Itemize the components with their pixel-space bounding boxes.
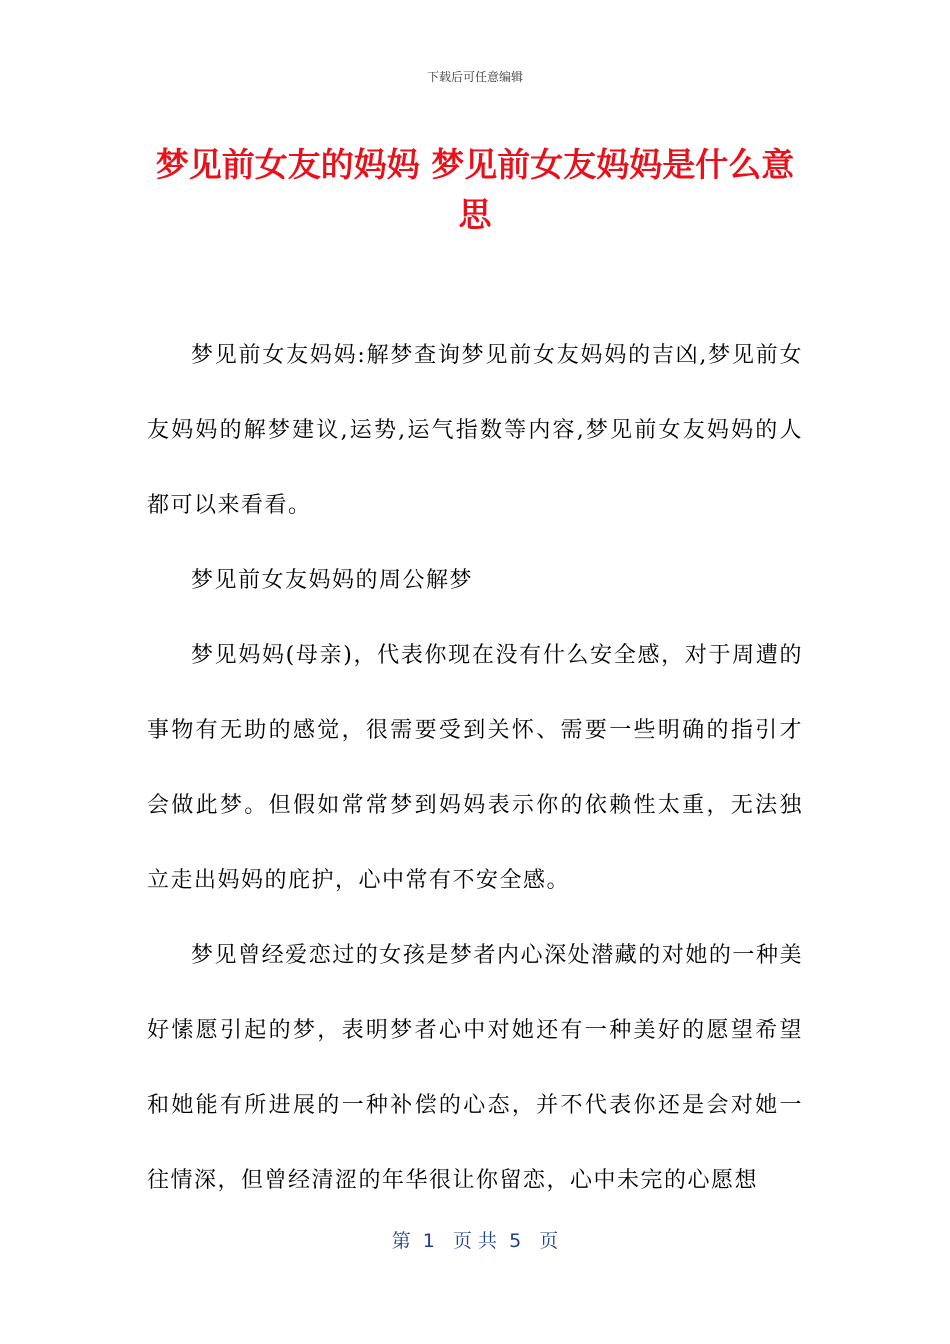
paragraph-girl: 梦见曾经爱恋过的女孩是梦者内心深处潜藏的对她的一种美好愫愿引起的梦，表明梦者心中对她还有一种美好的愿望希望和她能有所进展的一种补偿的心态，并不代表你还是会对她一往情深，但曾经清涩的年华很让你留恋，心中未完的心愿想 (147, 943, 803, 1193)
paragraph-intro: 梦见前女友妈妈:解梦查询梦见前女友妈妈的吉凶,梦见前女友妈妈的解梦建议,运势,运气指数等内容,梦见前女友妈妈的人都可以来看看。 (147, 343, 803, 518)
paragraph-mother: 梦见妈妈(母亲)，代表你现在没有什么安全感，对于周遭的事物有无助的感觉，很需要受到关怀、需要一些明确的指引才会做此梦。但假如常常梦到妈妈表示你的依赖性太重，无法独立走出妈妈的庇护，心中常有不安全感。 (147, 643, 803, 893)
document-body (147, 318, 803, 1218)
document-title: 梦见前女友的妈妈 梦见前女友妈妈是什么意思 (155, 145, 795, 234)
paragraph-heading: 梦见前女友妈妈的周公解梦 (191, 568, 474, 593)
page-number-footer: 第 1 页 共 5 页 (391, 1230, 559, 1252)
header-note: 下载后可任意编辑 (426, 70, 523, 84)
